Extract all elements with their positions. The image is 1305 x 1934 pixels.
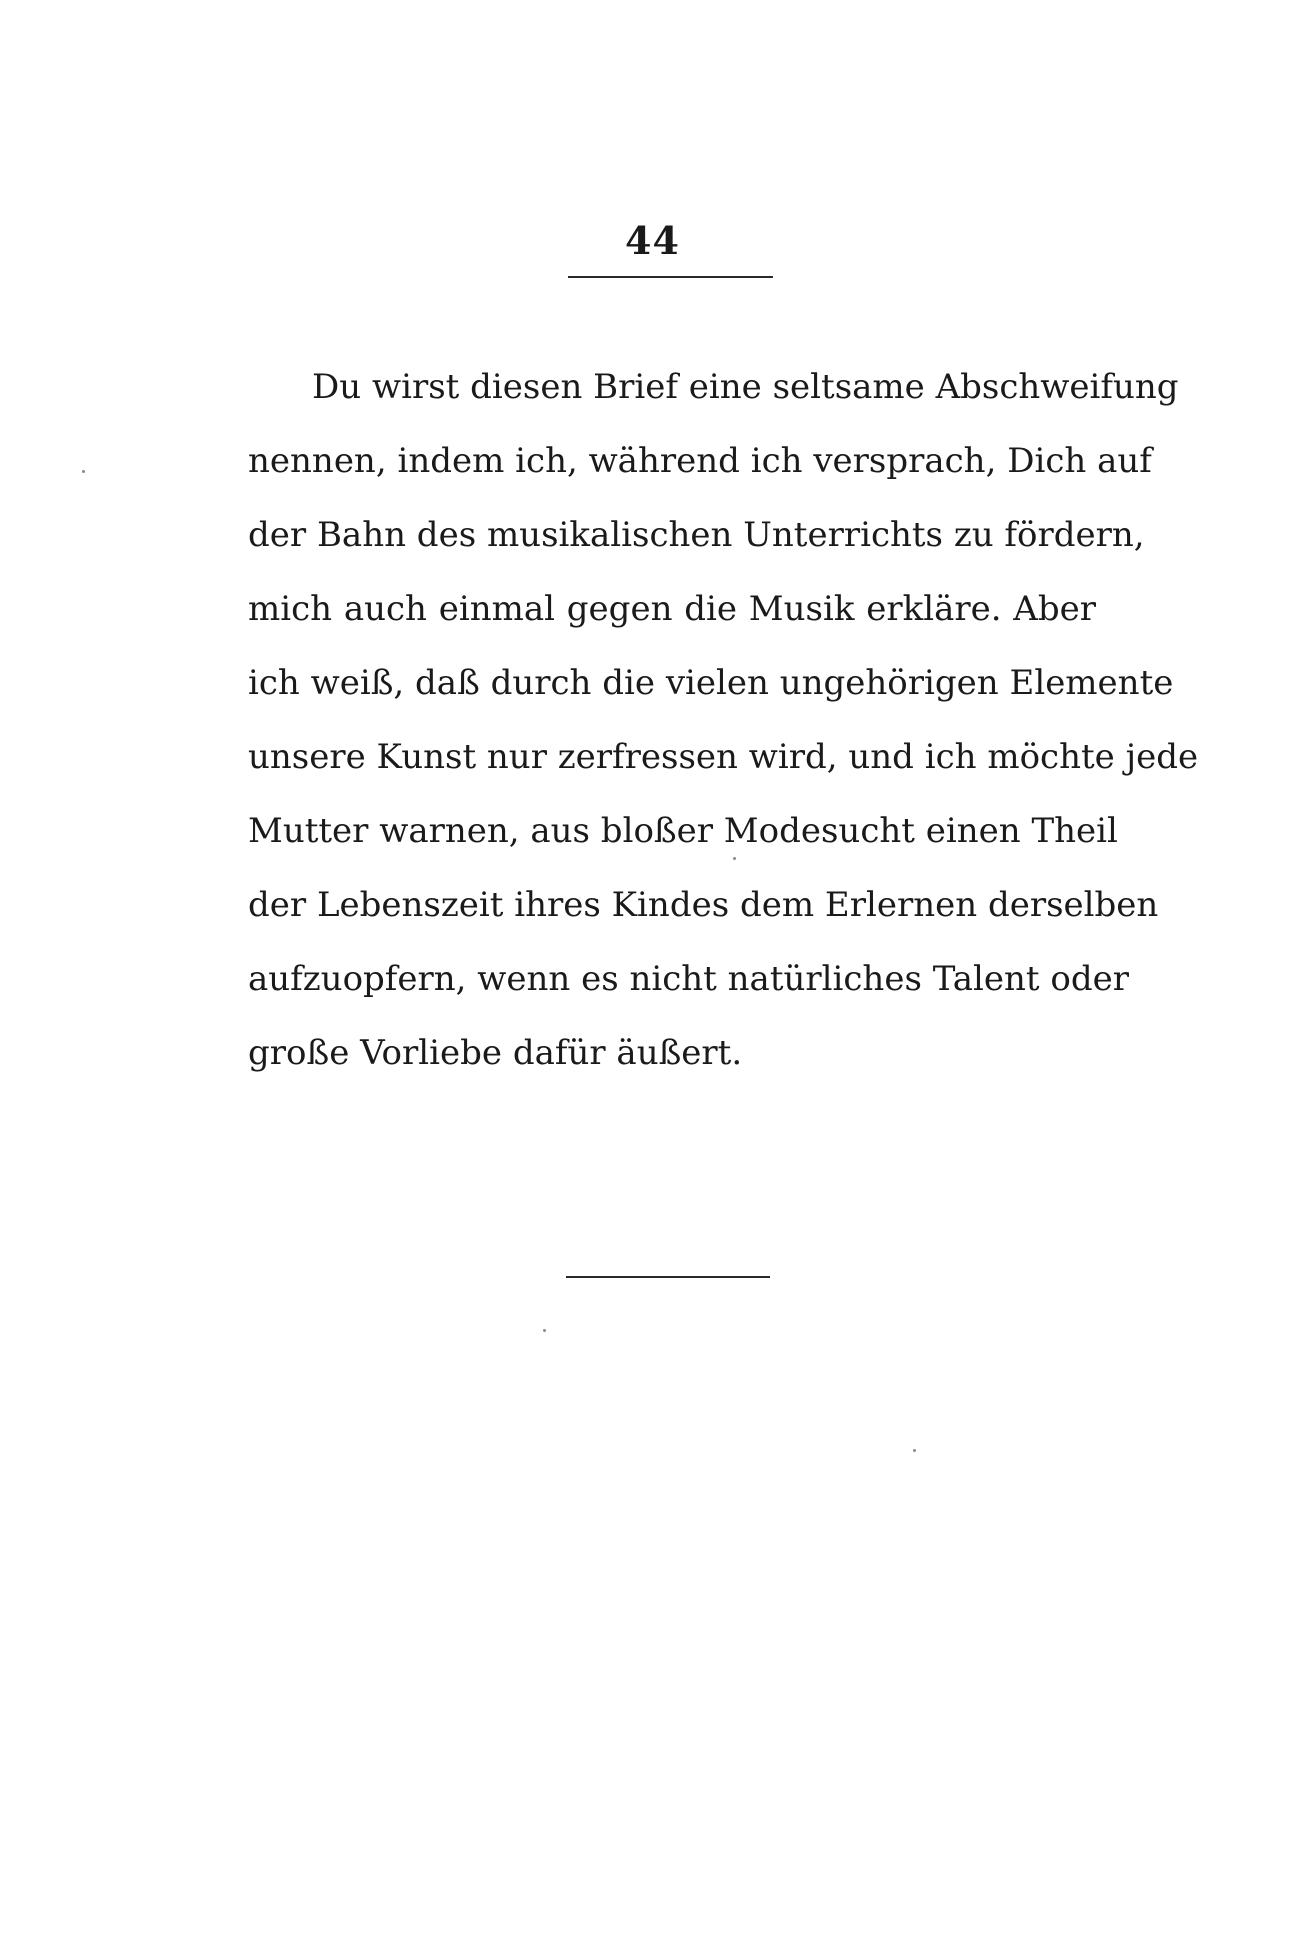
text-line: Mutter warnen, aus bloßer Modesucht einen Theil (248, 811, 1118, 851)
closing-rule (566, 1276, 770, 1278)
paper-speck (543, 1329, 546, 1332)
paper-speck (82, 470, 85, 473)
header-rule (568, 276, 773, 278)
text-line: der Lebenszeit ihres Kindes dem Erlernen derselben (248, 885, 1159, 925)
text-line: nennen, indem ich, während ich versprach, Dich auf (248, 441, 1152, 481)
page-number: 44 (625, 218, 680, 263)
body-text (248, 350, 1199, 1090)
text-line: große Vorliebe dafür äußert. (248, 1033, 743, 1073)
text-line: mich auch einmal gegen die Musik erkläre. Aber (248, 589, 1096, 629)
text-line: Du wirst diesen Brief eine seltsame Abschweifung (312, 367, 1179, 407)
paper-speck (733, 857, 736, 860)
text-line: unsere Kunst nur zerfressen wird, und ich möchte jede (248, 737, 1199, 777)
text-line: ich weiß, daß durch die vielen ungehörigen Elemente (248, 663, 1174, 703)
paper-speck (913, 1449, 916, 1452)
text-line: der Bahn des musikalischen Unterrichts zu fördern, (248, 515, 1145, 555)
text-line: aufzuopfern, wenn es nicht natürliches Talent oder (248, 959, 1129, 999)
